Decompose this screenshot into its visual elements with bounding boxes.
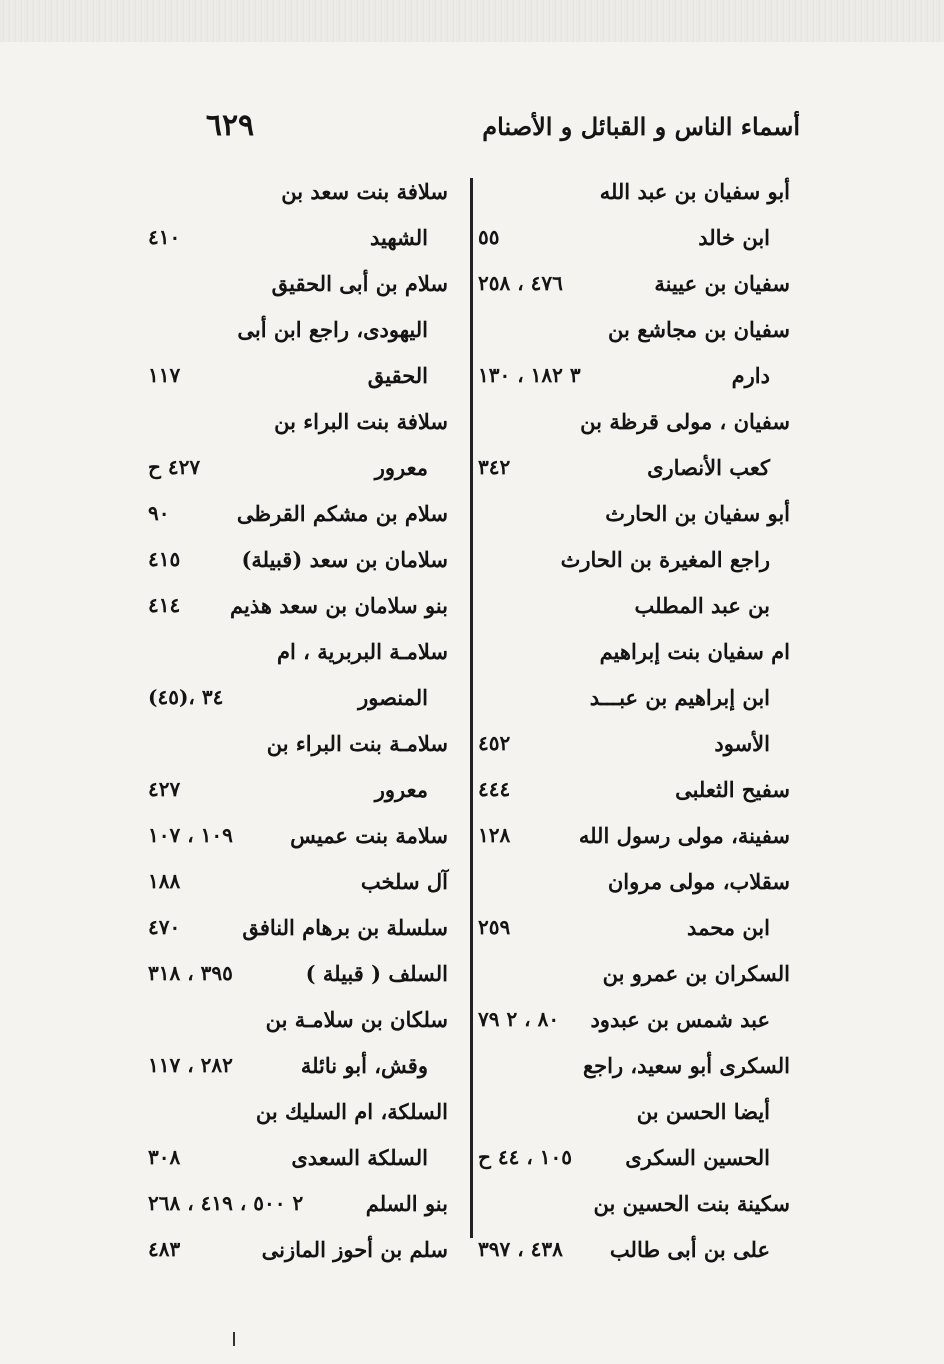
index-entry [470, 490, 800, 536]
index-entry [470, 812, 800, 858]
index-entry [140, 398, 458, 444]
entry-page-refs: ٤٧٦ ، ٢٥٨ [478, 271, 563, 295]
entry-page-refs: ١٠٥ ، ٤٤ ح [478, 1145, 572, 1169]
entry-name: سلامان بن سعد (قبيلة) [241, 546, 448, 572]
index-entry [140, 214, 458, 260]
index-entry [470, 904, 800, 950]
index-entry [140, 1180, 458, 1226]
entry-page-refs: ٣٠٨ [148, 1145, 181, 1169]
entry-name: سلسلة بن برهام النافق [242, 914, 448, 940]
entry-page-refs: ٤١٥ [148, 547, 181, 571]
entry-name: وقش، أبو نائلة [300, 1052, 428, 1078]
entry-page-refs: ١٨٨ [148, 869, 181, 893]
entry-page-refs: ١٢٨ [478, 823, 511, 847]
index-entry [140, 812, 458, 858]
index-entry [470, 398, 800, 444]
entry-name: الحقيق [367, 362, 428, 388]
entry-name: السكران بن عمرو بن [602, 960, 790, 986]
entry-page-refs: ١١٧ [148, 363, 181, 387]
entry-name: سفيان بن مجاشع بن [608, 316, 790, 342]
index-entry [470, 1088, 800, 1134]
index-entry [470, 1042, 800, 1088]
entry-name: اليهودى، راجع ابن أبى [237, 316, 428, 342]
entry-name: عبد شمس بن عبدود [590, 1006, 770, 1032]
entry-name: على بن أبى طالب [609, 1236, 770, 1262]
entry-name: سكينة بنت الحسين بن [593, 1190, 790, 1216]
entry-name: آل سلخب [360, 868, 448, 894]
index-entry [470, 306, 800, 352]
entry-name: سلامـة بنت البراء بن [266, 730, 448, 756]
entry-name: راجع المغيرة بن الحارث [560, 546, 770, 572]
entry-name: أيضا الحسن بن [636, 1098, 770, 1124]
index-entry [140, 950, 458, 996]
index-entry [140, 766, 458, 812]
entry-name: ابن إبراهيم بن عبـــد [589, 684, 770, 710]
entry-page-refs: ٤٤٤ [478, 777, 511, 801]
entry-name: سلكان بن سلامـة بن [265, 1006, 448, 1032]
index-entry [140, 1088, 458, 1134]
entry-page-refs: ٣٩٥ ، ٣١٨ [148, 961, 233, 985]
index-entry [470, 720, 800, 766]
entry-page-refs: ١٠٩ ، ١٠٧ [148, 823, 233, 847]
entry-page-refs: ٤٢٧ ح [148, 455, 201, 479]
index-entry [470, 444, 800, 490]
index-entry [470, 536, 800, 582]
entry-name: ام سفيان بنت إبراهيم [599, 638, 790, 664]
entry-name: سلام بن مشكم القرظى [236, 500, 448, 526]
entry-name: السلكة، ام السليك بن [255, 1098, 448, 1124]
entry-name: الحسين السكرى [625, 1144, 770, 1170]
entry-name: السكرى أبو سعيد، راجع [582, 1052, 790, 1078]
entry-page-refs: ٣٤٢ [478, 455, 511, 479]
entry-name: بنو سلامان بن سعد هذيم [230, 592, 448, 618]
index-entry [470, 260, 800, 306]
entry-name: بن عبد المطلب [634, 592, 770, 618]
entry-page-refs: ٤٥٢ [478, 731, 511, 755]
entry-name: السلف ( قبيلة ) [305, 960, 448, 986]
entry-page-refs: ٩٠ [148, 501, 170, 525]
entry-page-refs: ٤١٠ [148, 225, 181, 249]
index-entry [470, 628, 800, 674]
entry-page-refs: ٨٠ ، ٢ ٧٩ [478, 1007, 560, 1031]
index-entry [470, 858, 800, 904]
entry-name: سفيان بن عيينة [654, 270, 790, 296]
index-entry [470, 674, 800, 720]
index-entry [470, 1134, 800, 1180]
entry-name: بنو السلم [365, 1190, 448, 1216]
entry-name: ابن محمد [687, 914, 770, 940]
entry-name: السلكة السعدى [291, 1144, 428, 1170]
entry-name: سلام بن أبى الحقيق [271, 270, 448, 296]
entry-page-refs: ٤٨٣ [148, 1237, 181, 1261]
scan-edge-noise [0, 0, 944, 42]
index-entry [140, 628, 458, 674]
entry-name: أبو سفيان بن الحارث [605, 500, 790, 526]
index-entry [470, 766, 800, 812]
entry-name: سلامة بنت عميس [290, 822, 448, 848]
index-entry [140, 582, 458, 628]
entry-name: المنصور [358, 684, 428, 710]
entry-name: سفينة، مولى رسول الله [578, 822, 790, 848]
index-column-right [470, 168, 800, 1272]
index-entry [140, 674, 458, 720]
index-entry [140, 352, 458, 398]
entry-page-refs: ٢٥٩ [478, 915, 511, 939]
bottom-mark [233, 1332, 235, 1346]
index-entry [470, 996, 800, 1042]
index-entry [140, 306, 458, 352]
entry-name: كعب الأنصارى [647, 454, 770, 480]
index-entry [140, 1042, 458, 1088]
index-entry [470, 582, 800, 628]
entry-name: سقلاب، مولى مروان [607, 868, 790, 894]
index-entry [470, 1226, 800, 1272]
index-entry [470, 950, 800, 996]
index-entry [140, 720, 458, 766]
index-entry [140, 904, 458, 950]
entry-name: سلافة بنت سعد بن [281, 178, 448, 204]
entry-name: سفيان ، مولى قرظة بن [580, 408, 790, 434]
entry-name: معرور [374, 776, 428, 802]
entry-name: الأسود [714, 730, 770, 756]
index-entry [140, 996, 458, 1042]
index-entry [140, 168, 458, 214]
entry-page-refs: ٤٣٨ ، ٣٩٧ [478, 1237, 563, 1261]
entry-page-refs: (٤٥)، ٣٤ [148, 685, 224, 709]
entry-page-refs: ٤٢٧ [148, 777, 181, 801]
entry-name: سلافة بنت البراء بن [274, 408, 448, 434]
index-entry [140, 444, 458, 490]
index-entry [470, 1180, 800, 1226]
entry-name: دارم [731, 362, 770, 388]
entry-page-refs: ٢٨٢ ، ١١٧ [148, 1053, 233, 1077]
index-entry [140, 260, 458, 306]
entry-name: سلم بن أحوز المازنى [261, 1236, 448, 1262]
page-header-title: أسماء الناس و القبائل و الأصنام [482, 112, 800, 141]
entry-page-refs: ٣ ١٨٢ ، ١٣٠ [478, 363, 581, 387]
entry-name: سلامـة البربرية ، ام [276, 638, 448, 664]
entry-page-refs: ٤٧٠ [148, 915, 181, 939]
entry-name: ابن خالد [698, 224, 770, 250]
index-entry [140, 858, 458, 904]
entry-page-refs: ٤١٤ [148, 593, 181, 617]
index-column-left [140, 168, 458, 1272]
index-entry [470, 352, 800, 398]
index-entry [140, 1134, 458, 1180]
page-number: ٦٢٩ [205, 108, 255, 143]
index-entry [470, 214, 800, 260]
entry-page-refs: ٢ ٥٠٠ ، ٤١٩ ، ٢٦٨ [148, 1191, 304, 1215]
entry-name: أبو سفيان بن عبد الله [599, 178, 790, 204]
entry-page-refs: ٥٥ [478, 225, 500, 249]
index-entry [140, 490, 458, 536]
index-entry [140, 536, 458, 582]
entry-name: معرور [374, 454, 428, 480]
index-entry [140, 1226, 458, 1272]
entry-name: سفيح الثعلبى [675, 776, 790, 802]
entry-name: الشهيد [369, 224, 428, 250]
index-entry [470, 168, 800, 214]
